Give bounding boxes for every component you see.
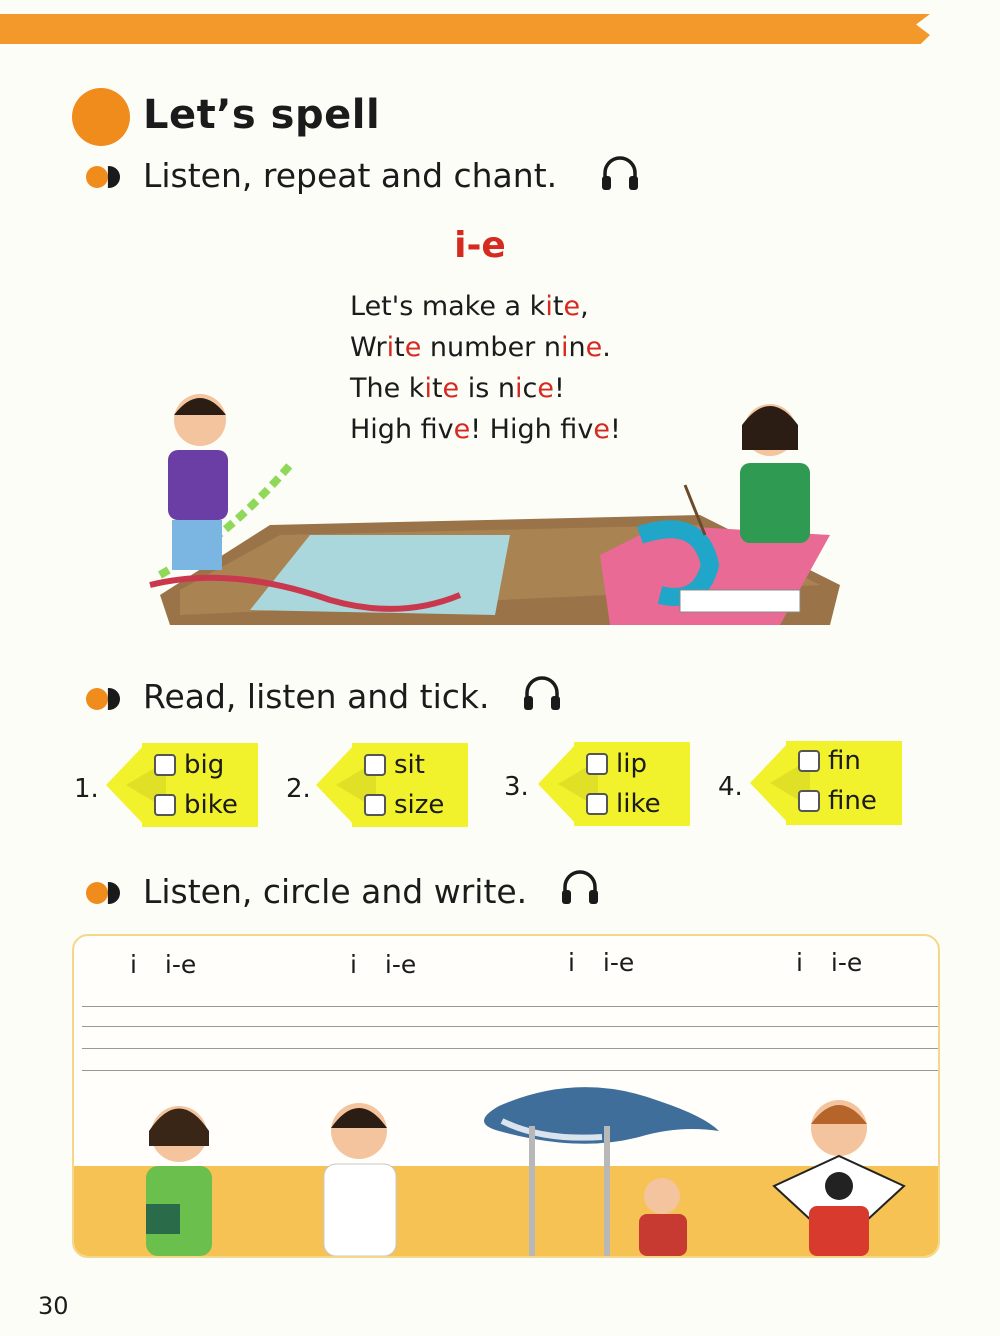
highlighted-letter: e (453, 414, 471, 445)
highlighted-letter: e (442, 373, 460, 404)
chant-text-segment: v (577, 414, 594, 445)
choice-i-e[interactable]: i-e (830, 948, 863, 977)
chant-line (350, 327, 621, 368)
highlighted-letter: e (585, 332, 603, 363)
chant-text-segment: v (437, 414, 454, 445)
chant-text-segment: n (568, 332, 586, 363)
chant-text-segment: High f (350, 414, 438, 445)
tick-item-3 (538, 742, 690, 826)
circle-choice-group (568, 948, 634, 977)
choice-i[interactable]: i (568, 948, 575, 977)
bullet-icon (86, 166, 120, 188)
chant-text-segment: , (580, 291, 589, 322)
checkbox[interactable] (586, 793, 608, 815)
chant-text-segment: c (522, 373, 538, 404)
tick-option[interactable]: size (364, 787, 444, 823)
item-number: 2. (286, 774, 311, 804)
tick-option[interactable]: fine (798, 783, 877, 819)
chant-text-segment: ! High f (470, 414, 578, 445)
checkbox[interactable] (586, 753, 608, 775)
choice-i-e[interactable]: i-e (164, 950, 197, 979)
chant-text-segment: The k (350, 373, 425, 404)
phonics-label: i-e (454, 225, 506, 266)
chant-text-segment: ! (554, 373, 565, 404)
tick-option[interactable]: lip (586, 746, 647, 782)
checkbox[interactable] (798, 790, 820, 812)
chant-text-segment: t (394, 332, 405, 363)
choice-i[interactable]: i (796, 948, 803, 977)
choice-i[interactable]: i (350, 950, 357, 979)
chant-text-segment: t (552, 291, 564, 322)
circle-choice-group (130, 950, 196, 979)
section-dot-icon (72, 88, 130, 146)
tick-option[interactable]: big (154, 747, 224, 783)
highlighted-letter: i (386, 332, 395, 363)
circle-choice-group (350, 950, 416, 979)
choice-i-e[interactable]: i-e (384, 950, 417, 979)
writing-line[interactable] (82, 1070, 938, 1071)
chant-text-segment: is n (459, 373, 516, 404)
highlighted-letter: e (563, 291, 581, 322)
write-instruction: Listen, circle and write. (143, 872, 528, 911)
checkbox[interactable] (154, 754, 176, 776)
tick-item-4 (750, 741, 902, 825)
page-title: Let’s spell (143, 92, 381, 138)
writing-line[interactable] (82, 1026, 938, 1027)
tick-item-1 (106, 743, 258, 827)
checkbox[interactable] (154, 794, 176, 816)
writing-panel (72, 934, 940, 1258)
chant-text-segment: Wr (350, 332, 387, 363)
chant-text-segment: Let's make a k (350, 291, 546, 322)
tick-option[interactable]: fin (798, 743, 861, 779)
writing-line[interactable] (82, 1048, 938, 1049)
tick-option[interactable]: sit (364, 747, 425, 783)
headphones-icon[interactable] (600, 156, 640, 192)
checkbox[interactable] (364, 794, 386, 816)
writing-line[interactable] (82, 1006, 938, 1007)
kite-making-illustration (140, 385, 850, 635)
chant-text-segment: number n (421, 332, 561, 363)
circle-choice-group (796, 948, 862, 977)
highlighted-letter: i (515, 373, 523, 404)
chant-text-segment: ! (609, 414, 621, 445)
chant-instruction: Listen, repeat and chant. (143, 156, 558, 195)
highlighted-letter: e (404, 332, 422, 363)
chant-line (350, 286, 621, 327)
tick-item-2 (316, 743, 468, 827)
item-number: 4. (718, 772, 743, 802)
highlighted-letter: i (560, 332, 569, 363)
page-number: 30 (38, 1292, 69, 1320)
headphones-icon[interactable] (560, 870, 600, 906)
tick-option[interactable]: bike (154, 787, 238, 823)
top-banner-stripe (0, 14, 930, 44)
highlighted-letter: e (593, 414, 610, 445)
choice-i-e[interactable]: i-e (602, 948, 635, 977)
bullet-icon (86, 882, 120, 904)
tick-option[interactable]: like (586, 786, 661, 822)
item-number: 1. (74, 774, 99, 804)
chant-text-segment: . (602, 332, 611, 363)
highlighted-letter: i (545, 291, 553, 322)
choice-i[interactable]: i (130, 950, 137, 979)
headphones-icon[interactable] (522, 676, 562, 712)
checkbox[interactable] (364, 754, 386, 776)
item-number: 3. (504, 772, 529, 802)
children-illustration (74, 1086, 938, 1256)
bullet-icon (86, 688, 120, 710)
highlighted-letter: i (424, 373, 432, 404)
checkbox[interactable] (798, 750, 820, 772)
chant-text-segment: t (431, 373, 443, 404)
tick-instruction: Read, listen and tick. (143, 677, 490, 716)
highlighted-letter: e (537, 373, 555, 404)
